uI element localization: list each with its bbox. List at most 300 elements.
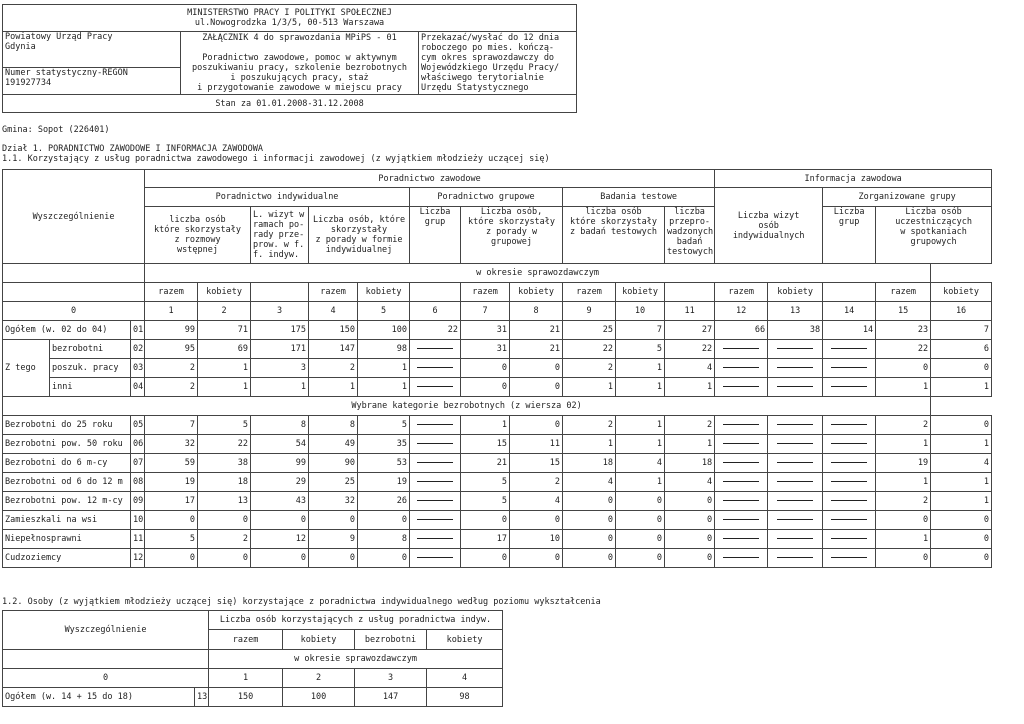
- header-badania-osoby: liczba osób które skorzystały z badań testowych: [563, 207, 665, 264]
- value-cell: 1: [876, 473, 931, 492]
- row-label: Bezrobotni do 6 m-cy: [3, 454, 131, 473]
- column-number: 16: [931, 302, 992, 321]
- dash-mark: [831, 462, 867, 463]
- row-label: inni: [50, 378, 131, 397]
- value-cell: 0: [510, 359, 563, 378]
- dash-mark: [417, 481, 453, 482]
- empty-cell-dash: [823, 454, 876, 473]
- table-row: [3, 492, 992, 511]
- header-badania-testowe: Badania testowe: [563, 188, 715, 207]
- value-cell: 7: [931, 321, 992, 340]
- dash-mark: [777, 424, 813, 425]
- row-label: Cudzoziemcy: [3, 549, 131, 568]
- row-code: 02: [131, 340, 145, 359]
- dash-mark: [723, 367, 759, 368]
- dash-mark: [777, 348, 813, 349]
- table-row: [3, 511, 992, 530]
- table-row: [3, 340, 992, 359]
- value-cell: 98: [358, 340, 410, 359]
- dash-mark: [417, 424, 453, 425]
- dash-mark: [831, 443, 867, 444]
- value-cell: 1: [616, 378, 665, 397]
- row-code: 13: [195, 688, 209, 707]
- value-cell: 99: [145, 321, 198, 340]
- column-number: 7: [461, 302, 510, 321]
- dash-mark: [831, 500, 867, 501]
- value-cell: 31: [461, 340, 510, 359]
- dash-mark: [723, 481, 759, 482]
- value-cell: 23: [876, 321, 931, 340]
- empty-cell-dash: [823, 511, 876, 530]
- dash-mark: [777, 481, 813, 482]
- value-cell: 0: [876, 511, 931, 530]
- empty-cell-dash: [823, 378, 876, 397]
- value-cell: 14: [823, 321, 876, 340]
- value-cell: 38: [768, 321, 823, 340]
- table-1-2: [2, 610, 503, 707]
- value-cell: 4: [510, 492, 563, 511]
- header-kobiety: kobiety: [768, 283, 823, 302]
- value-cell: 19: [145, 473, 198, 492]
- empty-cell-dash: [768, 359, 823, 378]
- value-cell: 1: [198, 359, 251, 378]
- value-cell: 53: [358, 454, 410, 473]
- value-cell: 1: [616, 435, 665, 454]
- header-poradnictwo-grupowe: Poradnictwo grupowe: [410, 188, 563, 207]
- value-cell: 147: [355, 688, 427, 707]
- empty-cell-dash: [410, 530, 461, 549]
- value-cell: 21: [510, 340, 563, 359]
- value-cell: 22: [876, 340, 931, 359]
- header-razem: razem: [715, 283, 768, 302]
- header-wyszczegolnienie: Wyszczególnienie: [3, 170, 145, 264]
- dash-mark: [831, 367, 867, 368]
- dash-mark: [723, 424, 759, 425]
- value-cell: 2: [510, 473, 563, 492]
- value-cell: 0: [145, 549, 198, 568]
- column-number: 6: [410, 302, 461, 321]
- value-cell: 5: [461, 473, 510, 492]
- office-name: Powiatowy Urząd Pracy Gdynia: [3, 32, 181, 68]
- row-code: 09: [131, 492, 145, 511]
- value-cell: 95: [145, 340, 198, 359]
- value-cell: 1: [251, 378, 309, 397]
- empty-cell-dash: [715, 511, 768, 530]
- value-cell: 21: [510, 321, 563, 340]
- attachment-title: ZAŁĄCZNIK 4 do sprawozdania MPiPS - 01 Poradnictwo zawodowe, pomoc w aktywnym poszukiwaniu pracy, szkolenie bezrobotnych i poszukujących pracy, staż i przygotowanie zawodowe w miejscu pracy: [181, 32, 419, 95]
- row-code: 06: [131, 435, 145, 454]
- column-number: 5: [358, 302, 410, 321]
- table-row: [3, 473, 992, 492]
- value-cell: 66: [715, 321, 768, 340]
- value-cell: 171: [251, 340, 309, 359]
- header-rozmowa-wstepna: liczba osób które skorzystały z rozmowy wstępnej: [145, 207, 251, 264]
- value-cell: 2: [145, 378, 198, 397]
- value-cell: 1: [198, 378, 251, 397]
- value-cell: 5: [616, 340, 665, 359]
- value-cell: 1: [563, 435, 616, 454]
- value-cell: 90: [309, 454, 358, 473]
- dash-mark: [777, 367, 813, 368]
- dash-mark: [723, 462, 759, 463]
- empty-cell-dash: [715, 454, 768, 473]
- wybrane-kategorie-header: Wybrane kategorie bezrobotnych (z wiersza 02): [3, 397, 931, 416]
- dash-mark: [723, 538, 759, 539]
- column-number: 1: [145, 302, 198, 321]
- value-cell: 38: [198, 454, 251, 473]
- value-cell: 32: [145, 435, 198, 454]
- ministry-name: MINISTERSTWO PRACY I POLITYKI SPOŁECZNEJ ul.Nowogrodzka 1/3/5, 00-513 Warszawa: [3, 5, 577, 32]
- row-code: 11: [131, 530, 145, 549]
- dash-mark: [417, 557, 453, 558]
- dash-mark: [831, 386, 867, 387]
- section1-title: Dział 1. PORADNICTWO ZAWODOWE I INFORMACJA ZAWODOWA: [2, 144, 263, 154]
- column-number: 8: [510, 302, 563, 321]
- row-code: 07: [131, 454, 145, 473]
- dash-mark: [777, 519, 813, 520]
- row-label: Niepełnosprawni: [3, 530, 131, 549]
- row-code: 01: [131, 321, 145, 340]
- value-cell: 0: [563, 511, 616, 530]
- value-cell: 1: [876, 435, 931, 454]
- value-cell: 0: [931, 549, 992, 568]
- value-cell: 17: [461, 530, 510, 549]
- dash-mark: [417, 519, 453, 520]
- value-cell: 4: [665, 359, 715, 378]
- value-cell: 7: [616, 321, 665, 340]
- table-row: [3, 454, 992, 473]
- value-cell: 0: [665, 511, 715, 530]
- row-label: Zamieszkali na wsi: [3, 511, 131, 530]
- header-poradnictwo-zawodowe: Poradnictwo zawodowe: [145, 170, 715, 188]
- column-number: 11: [665, 302, 715, 321]
- dash-mark: [723, 386, 759, 387]
- value-cell: 0: [198, 511, 251, 530]
- dash-mark: [831, 481, 867, 482]
- row-label: Ogółem (w. 02 do 04): [3, 321, 131, 340]
- column-number: 4: [309, 302, 358, 321]
- value-cell: 0: [931, 416, 992, 435]
- value-cell: 2: [198, 530, 251, 549]
- value-cell: 12: [251, 530, 309, 549]
- empty-cell-dash: [823, 416, 876, 435]
- value-cell: 1: [876, 530, 931, 549]
- empty-cell-dash: [715, 359, 768, 378]
- dash-mark: [777, 443, 813, 444]
- row-code: 08: [131, 473, 145, 492]
- empty-cell-dash: [715, 530, 768, 549]
- value-cell: 8: [358, 530, 410, 549]
- dash-mark: [777, 538, 813, 539]
- value-cell: 1: [931, 378, 992, 397]
- value-cell: 1: [665, 435, 715, 454]
- value-cell: 2: [563, 416, 616, 435]
- empty-cell-dash: [410, 549, 461, 568]
- value-cell: 54: [251, 435, 309, 454]
- empty-cell-dash: [768, 416, 823, 435]
- empty-cell-dash: [823, 492, 876, 511]
- value-cell: 0: [510, 378, 563, 397]
- empty-cell-dash: [715, 416, 768, 435]
- header-razem: razem: [563, 283, 616, 302]
- column-numbers-row: [3, 302, 992, 321]
- value-cell: 0: [358, 549, 410, 568]
- value-cell: 25: [563, 321, 616, 340]
- value-cell: 71: [198, 321, 251, 340]
- dash-mark: [831, 557, 867, 558]
- value-cell: 0: [931, 530, 992, 549]
- row-label: bezrobotni: [50, 340, 131, 359]
- value-cell: 11: [510, 435, 563, 454]
- table-row: [3, 688, 503, 707]
- value-cell: 1: [616, 359, 665, 378]
- value-cell: 2: [563, 359, 616, 378]
- t2-header-bezrobotni: bezrobotni: [355, 630, 427, 650]
- empty-cell-dash: [410, 378, 461, 397]
- value-cell: 15: [510, 454, 563, 473]
- value-cell: 15: [461, 435, 510, 454]
- table-1-1: [2, 169, 992, 568]
- value-cell: 18: [198, 473, 251, 492]
- value-cell: 0: [358, 511, 410, 530]
- row-code: 10: [131, 511, 145, 530]
- value-cell: 1: [876, 378, 931, 397]
- empty-cell-dash: [715, 473, 768, 492]
- value-cell: 5: [198, 416, 251, 435]
- header-liczba-wizyt-porady: L. wizyt w ramach po- rady prze- prow. w f. f. indyw.: [251, 207, 309, 264]
- value-cell: 0: [931, 359, 992, 378]
- value-cell: 1: [616, 416, 665, 435]
- column-number: 14: [823, 302, 876, 321]
- value-cell: 2: [876, 416, 931, 435]
- value-cell: 0: [510, 511, 563, 530]
- value-cell: 0: [876, 359, 931, 378]
- dash-mark: [723, 500, 759, 501]
- empty-cell-dash: [768, 473, 823, 492]
- table-row: [3, 378, 992, 397]
- value-cell: 0: [616, 511, 665, 530]
- value-cell: 8: [309, 416, 358, 435]
- header-badania-liczba: liczba przepro- wadzonych badań testowych: [665, 207, 715, 264]
- value-cell: 13: [198, 492, 251, 511]
- value-cell: 1: [461, 416, 510, 435]
- column-number: 12: [715, 302, 768, 321]
- value-cell: 100: [358, 321, 410, 340]
- empty-cell-dash: [768, 435, 823, 454]
- header-zorganizowane-grupy: Zorganizowane grupy: [823, 188, 992, 207]
- value-cell: 1: [358, 378, 410, 397]
- z-tego-label: Z tego: [3, 340, 50, 397]
- value-cell: 22: [665, 340, 715, 359]
- header-kobiety: kobiety: [198, 283, 251, 302]
- value-cell: 1: [931, 435, 992, 454]
- section12-title: 1.2. Osoby (z wyjątkiem młodzieży uczącej się) korzystające z poradnictwa indywidualnego według poziomu wykształcenia: [2, 597, 601, 607]
- dash-mark: [417, 348, 453, 349]
- t2-header-w-okresie: w okresie sprawozdawczym: [209, 650, 503, 669]
- dash-mark: [777, 500, 813, 501]
- section11-title: 1.1. Korzystający z usług poradnictwa zawodowego i informacji zawodowej (z wyjątkiem młodzieży uczącej się): [2, 154, 550, 164]
- value-cell: 150: [209, 688, 283, 707]
- column-number: 0: [3, 302, 145, 321]
- row-label: poszuk. pracy: [50, 359, 131, 378]
- empty-cell-dash: [768, 340, 823, 359]
- t2-header-kobiety-bezrobotne: kobiety: [427, 630, 503, 650]
- value-cell: 4: [665, 473, 715, 492]
- header-informacja-zawodowa: Informacja zawodowa: [715, 170, 992, 188]
- value-cell: 2: [309, 359, 358, 378]
- value-cell: 5: [358, 416, 410, 435]
- value-cell: 0: [461, 359, 510, 378]
- value-cell: 10: [510, 530, 563, 549]
- header-zorg-liczba-grup: Liczba grup: [823, 207, 876, 264]
- dash-mark: [831, 348, 867, 349]
- empty-cell-dash: [410, 492, 461, 511]
- value-cell: 4: [931, 454, 992, 473]
- value-cell: 0: [198, 549, 251, 568]
- header-poradnictwo-indywidualne: Poradnictwo indywidualne: [145, 188, 410, 207]
- value-cell: 18: [563, 454, 616, 473]
- table-row: [3, 416, 992, 435]
- empty-cell-dash: [768, 549, 823, 568]
- dash-mark: [417, 538, 453, 539]
- value-cell: 98: [427, 688, 503, 707]
- value-cell: 1: [931, 492, 992, 511]
- value-cell: 0: [510, 416, 563, 435]
- empty-cell-dash: [823, 340, 876, 359]
- header-kobiety: kobiety: [931, 283, 992, 302]
- value-cell: 0: [510, 549, 563, 568]
- header-kobiety: kobiety: [510, 283, 563, 302]
- value-cell: 8: [251, 416, 309, 435]
- value-cell: 0: [251, 511, 309, 530]
- dash-mark: [417, 462, 453, 463]
- empty-cell-dash: [410, 416, 461, 435]
- empty-cell-dash: [410, 454, 461, 473]
- value-cell: 0: [563, 549, 616, 568]
- column-number: 13: [768, 302, 823, 321]
- table-row: [3, 530, 992, 549]
- header-razem: razem: [876, 283, 931, 302]
- table-row: [3, 321, 992, 340]
- header-zorg-uczestnicy: Liczba osób uczestniczących w spotkaniach grupowych: [876, 207, 992, 264]
- dash-mark: [831, 424, 867, 425]
- value-cell: 100: [283, 688, 355, 707]
- value-cell: 22: [563, 340, 616, 359]
- regon-number: Numer statystyczny-REGON 191927734: [3, 68, 181, 95]
- value-cell: 31: [461, 321, 510, 340]
- empty-cell-dash: [715, 435, 768, 454]
- header-porady-indywidualne: Liczba osób, które skorzystały z porady w formie indywidualnej: [309, 207, 410, 264]
- empty-cell-dash: [823, 359, 876, 378]
- empty-cell-dash: [823, 473, 876, 492]
- value-cell: 2: [665, 416, 715, 435]
- dash-mark: [417, 500, 453, 501]
- value-cell: 0: [665, 492, 715, 511]
- dash-mark: [831, 538, 867, 539]
- value-cell: 0: [616, 530, 665, 549]
- value-cell: 19: [358, 473, 410, 492]
- form-header: [2, 4, 577, 113]
- value-cell: 22: [410, 321, 461, 340]
- dash-mark: [417, 367, 453, 368]
- value-cell: 22: [198, 435, 251, 454]
- header-kobiety: kobiety: [616, 283, 665, 302]
- empty-cell-dash: [823, 435, 876, 454]
- column-number: 4: [427, 669, 503, 688]
- report-period: Stan za 01.01.2008-31.12.2008: [3, 95, 577, 113]
- value-cell: 0: [145, 511, 198, 530]
- value-cell: 35: [358, 435, 410, 454]
- empty-cell-dash: [715, 549, 768, 568]
- value-cell: 4: [563, 473, 616, 492]
- empty-cell-dash: [768, 492, 823, 511]
- header-razem: razem: [309, 283, 358, 302]
- value-cell: 0: [665, 549, 715, 568]
- t2-header-wyszczegolnienie: Wyszczególnienie: [3, 611, 209, 650]
- value-cell: 0: [931, 511, 992, 530]
- column-number: 0: [3, 669, 209, 688]
- value-cell: 1: [358, 359, 410, 378]
- value-cell: 2: [145, 359, 198, 378]
- empty-cell-dash: [410, 340, 461, 359]
- row-label: Ogółem (w. 14 + 15 do 18): [3, 688, 195, 707]
- value-cell: 17: [145, 492, 198, 511]
- value-cell: 18: [665, 454, 715, 473]
- dash-mark: [777, 386, 813, 387]
- value-cell: 7: [145, 416, 198, 435]
- column-numbers-row: [3, 669, 503, 688]
- header-porady-grupowe: Liczba osób, które skorzystały z porady w grupowej: [461, 207, 563, 264]
- value-cell: 59: [145, 454, 198, 473]
- empty-cell-dash: [823, 530, 876, 549]
- value-cell: 1: [563, 378, 616, 397]
- value-cell: 25: [309, 473, 358, 492]
- row-code: 05: [131, 416, 145, 435]
- t2-header-liczba-osob: Liczba osób korzystających z usług poradnictwa indyw.: [209, 611, 503, 630]
- empty-cell-dash: [768, 530, 823, 549]
- value-cell: 32: [309, 492, 358, 511]
- column-number: 15: [876, 302, 931, 321]
- value-cell: 0: [461, 378, 510, 397]
- value-cell: 49: [309, 435, 358, 454]
- empty-cell-dash: [823, 549, 876, 568]
- empty-cell-dash: [768, 378, 823, 397]
- value-cell: 43: [251, 492, 309, 511]
- row-code: 12: [131, 549, 145, 568]
- dash-mark: [417, 386, 453, 387]
- value-cell: 69: [198, 340, 251, 359]
- value-cell: 1: [931, 473, 992, 492]
- value-cell: 0: [309, 549, 358, 568]
- dash-mark: [831, 519, 867, 520]
- value-cell: 1: [616, 473, 665, 492]
- value-cell: 5: [145, 530, 198, 549]
- column-number: 3: [355, 669, 427, 688]
- dash-mark: [777, 557, 813, 558]
- deadline-note: Przekazać/wysłać do 12 dnia roboczego po mies. kończą- cym okres sprawozdawczy do Wojewódzkiego Urzędu Pracy/ właściwego terytorialnie Urzędu Statystycznego: [419, 32, 577, 95]
- header-razem: razem: [145, 283, 198, 302]
- row-label: Bezrobotni do 25 roku: [3, 416, 131, 435]
- value-cell: 99: [251, 454, 309, 473]
- value-cell: 9: [309, 530, 358, 549]
- column-number: 1: [209, 669, 283, 688]
- value-cell: 1: [309, 378, 358, 397]
- table-row: [3, 359, 992, 378]
- t2-header-razem: razem: [209, 630, 283, 650]
- gmina-label: Gmina: Sopot (226401): [2, 125, 110, 135]
- header-w-okresie: w okresie sprawozdawczym: [145, 264, 931, 283]
- value-cell: 175: [251, 321, 309, 340]
